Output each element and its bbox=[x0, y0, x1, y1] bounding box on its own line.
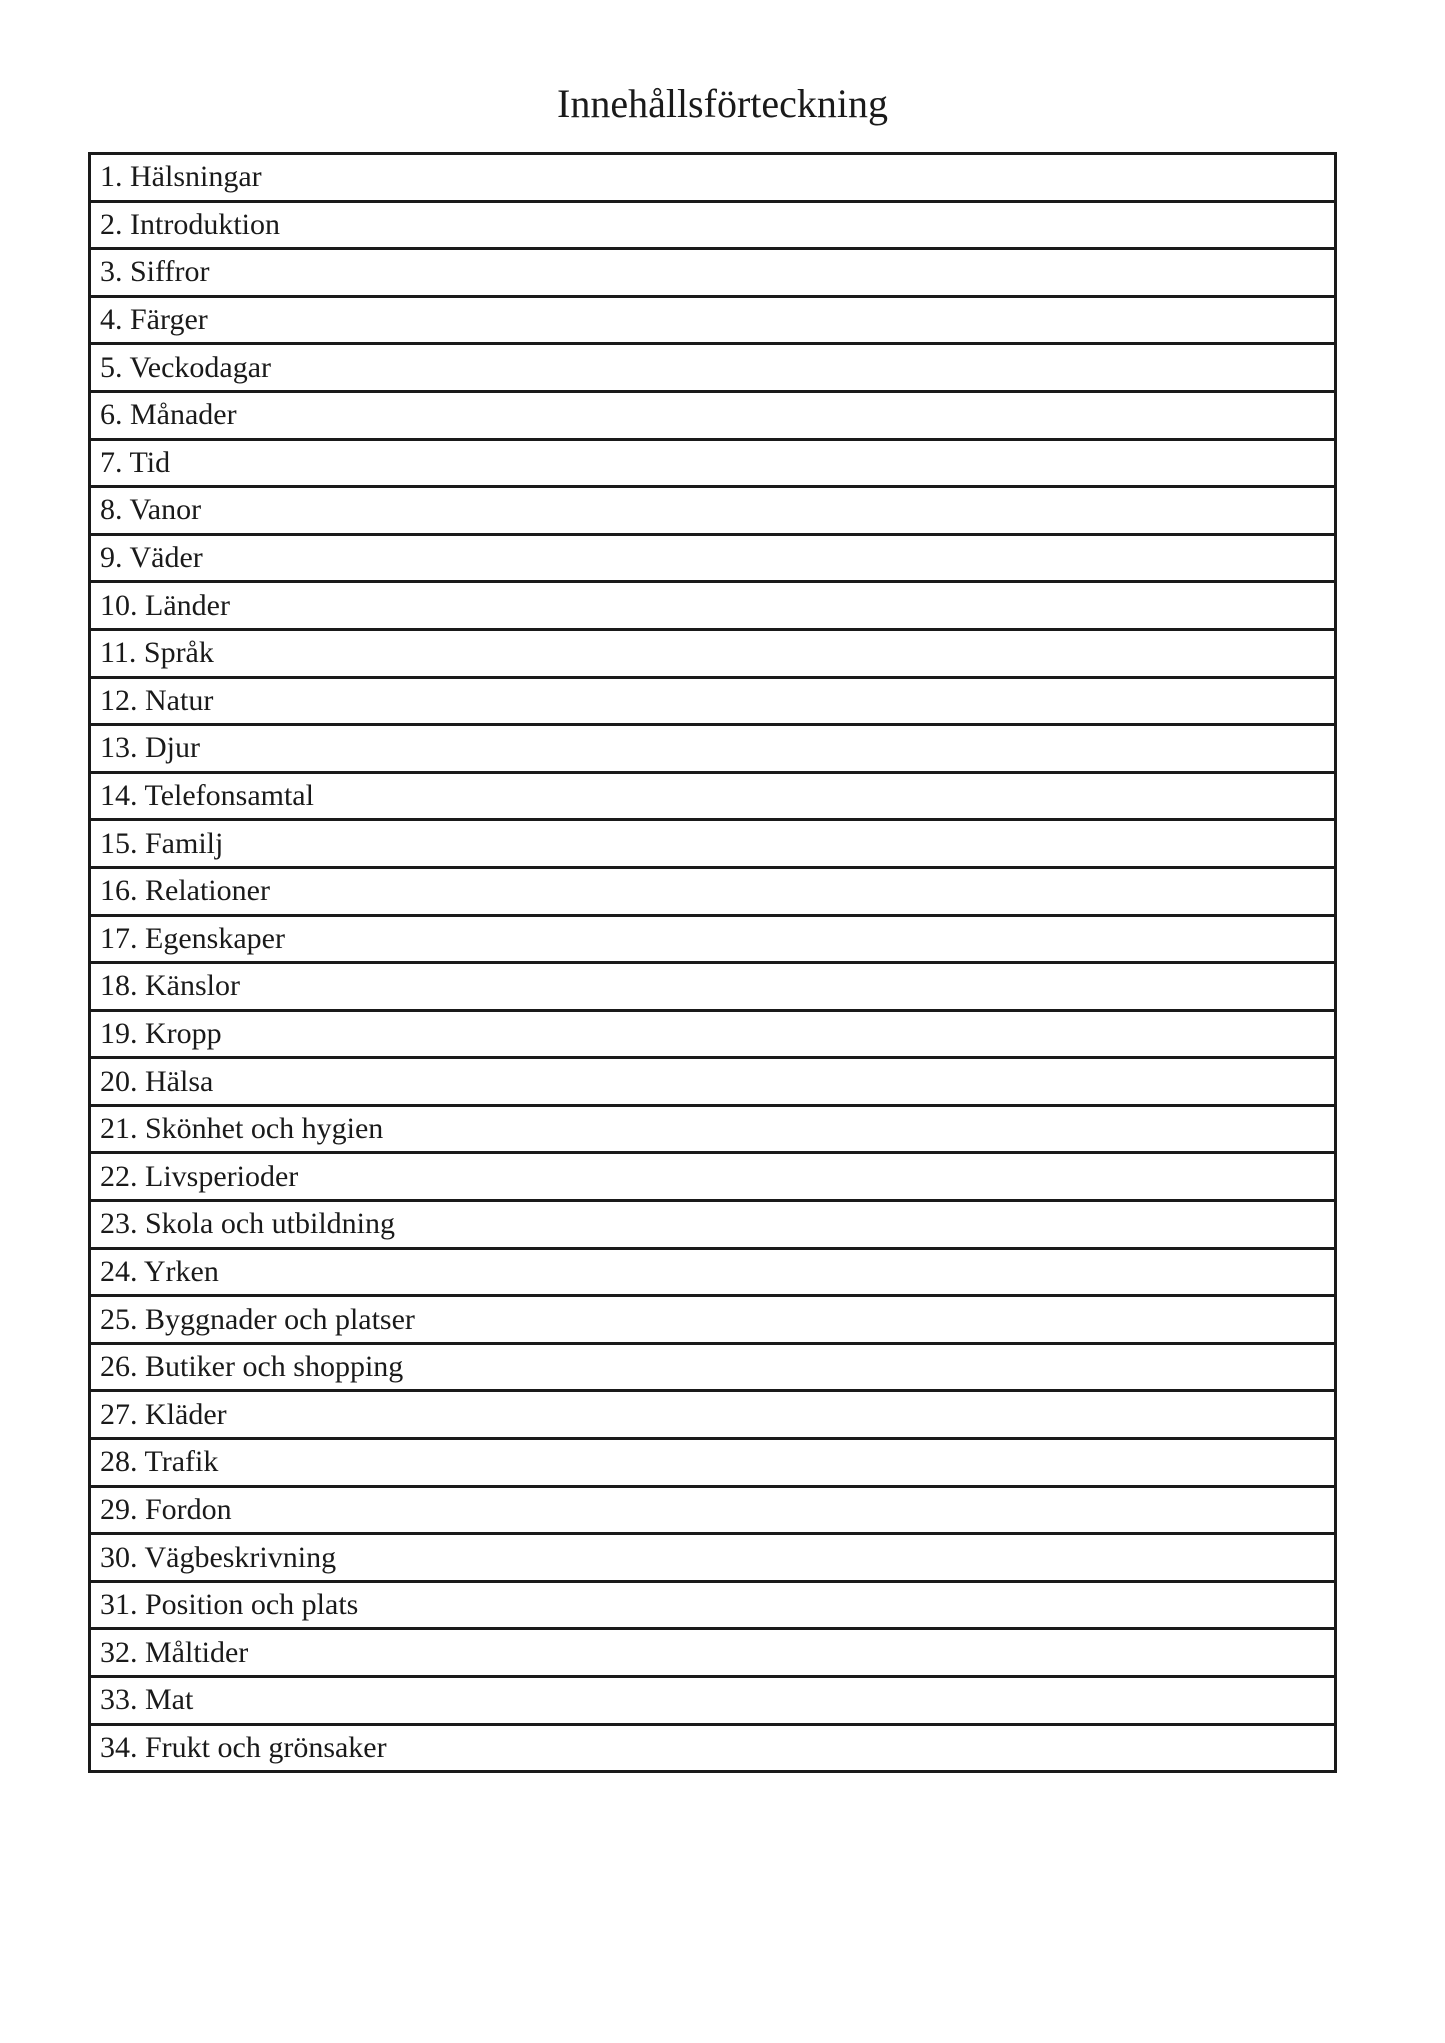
toc-entry: 26. Butiker och shopping bbox=[90, 1343, 1336, 1391]
toc-entry: 28. Trafik bbox=[90, 1439, 1336, 1487]
toc-row bbox=[90, 582, 1336, 630]
toc-row bbox=[90, 1677, 1336, 1725]
toc-row bbox=[90, 154, 1336, 202]
toc-row bbox=[90, 487, 1336, 535]
toc-row bbox=[90, 1201, 1336, 1249]
toc-row bbox=[90, 201, 1336, 249]
toc-entry: 32. Måltider bbox=[90, 1629, 1336, 1677]
toc-entry: 27. Kläder bbox=[90, 1391, 1336, 1439]
toc-row bbox=[90, 725, 1336, 773]
toc-row bbox=[90, 1248, 1336, 1296]
toc-entry: 1. Hälsningar bbox=[90, 154, 1336, 202]
toc-entry: 17. Egenskaper bbox=[90, 915, 1336, 963]
toc-row bbox=[90, 1058, 1336, 1106]
toc-row bbox=[90, 1010, 1336, 1058]
toc-row bbox=[90, 772, 1336, 820]
toc-row bbox=[90, 249, 1336, 297]
toc-row bbox=[90, 915, 1336, 963]
toc-row bbox=[90, 867, 1336, 915]
toc-entry: 29. Fordon bbox=[90, 1486, 1336, 1534]
toc-row bbox=[90, 963, 1336, 1011]
toc-entry: 5. Veckodagar bbox=[90, 344, 1336, 392]
toc-row bbox=[90, 391, 1336, 439]
toc-row bbox=[90, 296, 1336, 344]
toc-entry: 21. Skönhet och hygien bbox=[90, 1105, 1336, 1153]
toc-entry: 31. Position och plats bbox=[90, 1581, 1336, 1629]
toc-entry: 14. Telefonsamtal bbox=[90, 772, 1336, 820]
toc-entry: 18. Känslor bbox=[90, 963, 1336, 1011]
toc-entry: 30. Vägbeskrivning bbox=[90, 1534, 1336, 1582]
page-title: Innehållsförteckning bbox=[557, 81, 888, 126]
toc-entry: 10. Länder bbox=[90, 582, 1336, 630]
toc-entry: 2. Introduktion bbox=[90, 201, 1336, 249]
toc-entry: 11. Språk bbox=[90, 629, 1336, 677]
toc-table-body bbox=[90, 154, 1336, 1772]
toc-entry: 25. Byggnader och platser bbox=[90, 1296, 1336, 1344]
toc-entry: 33. Mat bbox=[90, 1677, 1336, 1725]
toc-entry: 6. Månader bbox=[90, 391, 1336, 439]
toc-row bbox=[90, 1296, 1336, 1344]
toc-entry: 20. Hälsa bbox=[90, 1058, 1336, 1106]
toc-row bbox=[90, 1534, 1336, 1582]
toc-row bbox=[90, 534, 1336, 582]
toc-entry: 34. Frukt och grönsaker bbox=[90, 1724, 1336, 1772]
toc-row bbox=[90, 820, 1336, 868]
toc-entry: 23. Skola och utbildning bbox=[90, 1201, 1336, 1249]
toc-entry: 13. Djur bbox=[90, 725, 1336, 773]
toc-entry: 7. Tid bbox=[90, 439, 1336, 487]
toc-row bbox=[90, 1391, 1336, 1439]
toc-entry: 24. Yrken bbox=[90, 1248, 1336, 1296]
toc-row bbox=[90, 629, 1336, 677]
toc-entry: 15. Familj bbox=[90, 820, 1336, 868]
toc-row bbox=[90, 1439, 1336, 1487]
toc-row bbox=[90, 1343, 1336, 1391]
toc-entry: 8. Vanor bbox=[90, 487, 1336, 535]
toc-row bbox=[90, 1581, 1336, 1629]
toc-entry: 4. Färger bbox=[90, 296, 1336, 344]
toc-row bbox=[90, 1724, 1336, 1772]
toc-row bbox=[90, 1629, 1336, 1677]
toc-row bbox=[90, 439, 1336, 487]
toc-entry: 3. Siffror bbox=[90, 249, 1336, 297]
toc-row bbox=[90, 677, 1336, 725]
toc-entry: 22. Livsperioder bbox=[90, 1153, 1336, 1201]
toc-entry: 9. Väder bbox=[90, 534, 1336, 582]
toc-row bbox=[90, 1486, 1336, 1534]
toc-entry: 16. Relationer bbox=[90, 867, 1336, 915]
toc-entry: 19. Kropp bbox=[90, 1010, 1336, 1058]
toc-entry: 12. Natur bbox=[90, 677, 1336, 725]
toc-row bbox=[90, 1153, 1336, 1201]
toc-row bbox=[90, 1105, 1336, 1153]
toc-table bbox=[88, 152, 1337, 1773]
toc-row bbox=[90, 344, 1336, 392]
